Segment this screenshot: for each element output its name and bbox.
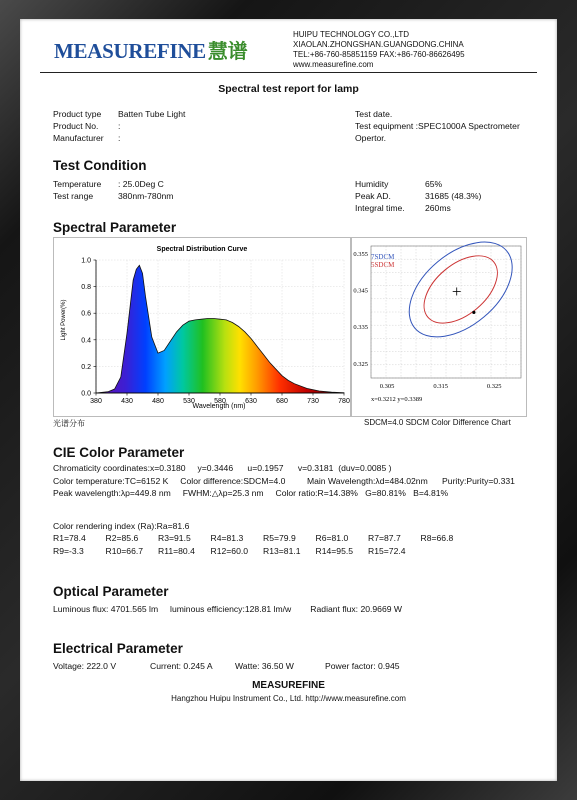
ri-value: R14=95.5: [315, 546, 354, 556]
spectral-y-axis-label: Light Power(%): [61, 299, 67, 341]
product-no-label: Product No.: [53, 121, 99, 131]
x-tick-label: 380: [90, 398, 102, 405]
logo-text-measure: MEASURE: [54, 39, 157, 63]
footer-company: Hangzhou Huipu Instrument Co., Ltd. http://www.measurefine.com: [171, 694, 406, 703]
ri-value: R11=80.4: [158, 546, 195, 556]
cie-title: CIE Color Parameter: [53, 445, 185, 460]
cie-color-temperature-line: Color temperature:TC=6152 K Color difference:SDCM=4.0 Main Wavelength:λd=484.02nm Purity:Purity=0.331: [53, 476, 515, 486]
test-date: Test date.: [355, 109, 393, 119]
product-type-label: Product type: [53, 109, 102, 119]
y-tick-label: 0.4: [81, 337, 91, 345]
sdcm-center-cross: [453, 287, 461, 295]
electrical-title: Electrical Parameter: [53, 641, 183, 656]
report-page: [20, 19, 557, 781]
company-website: www.measurefine.com: [293, 60, 374, 69]
y-tick-label: 1.0: [81, 257, 91, 265]
sdcm-chart-panel: [350, 237, 527, 417]
sdcm-x-ticks: [380, 383, 502, 390]
header-divider: [40, 72, 537, 73]
temperature-label: Temperature: [53, 179, 102, 189]
x-tick-label: 530: [183, 398, 195, 405]
sdcm-caption: SDCM=4.0 SDCM Color Difference Chart: [364, 418, 511, 427]
ri-value: R4=81.3: [210, 533, 244, 543]
optical-line: Luminous flux: 4701.565 lm luminous efficiency:128.81 lm/w Radiant flux: 20.9669 W: [53, 604, 403, 614]
voltage: Voltage: 222.0 V: [53, 661, 117, 671]
humidity-value: 65%: [425, 179, 443, 189]
spectral-x-axis-label: Wavelength (nm): [192, 403, 246, 410]
y-tick-label: 0.2: [81, 363, 91, 371]
company-name: HUIPU TECHNOLOGY CO.,LTD: [293, 30, 410, 39]
x-tick-label: 780: [338, 398, 350, 405]
x-tick-label: 430: [121, 398, 133, 405]
y-tick-label: 0.0: [81, 390, 91, 398]
y-tick-label: 0.325: [353, 360, 368, 368]
y-tick-label: 0.335: [353, 324, 368, 332]
product-no-value: :: [118, 121, 121, 131]
ri-value: R8=66.8: [420, 533, 454, 543]
ri-value: R12=60.0: [210, 546, 249, 556]
ri-value: R3=91.5: [158, 533, 191, 543]
sdcm-color-difference-chart: [351, 238, 526, 416]
sdcm-measured-point: [472, 311, 475, 314]
manufacturer-value: :: [118, 133, 121, 143]
cie-chromaticity-line: Chromaticity coordinates:x=0.3180 y=0.3446 u=0.1957 v=0.3181 (duv=0.0085 ): [53, 463, 392, 473]
optical-title: Optical Parameter: [53, 584, 169, 599]
x-tick-label: 0.315: [433, 383, 448, 390]
x-tick-label: 730: [307, 398, 319, 405]
y-tick-label: 0.6: [81, 310, 91, 318]
legend-5sdcm: 5SDCM: [371, 261, 395, 269]
ri-value: R6=81.0: [315, 533, 349, 543]
x-tick-label: 680: [276, 398, 288, 405]
spectral-parameter-title: Spectral Parameter: [53, 220, 177, 235]
company-phone: TEL:+86-760-85851159 FAX:+86-760-86626495: [293, 50, 465, 59]
humidity-label: Humidity: [355, 179, 389, 189]
x-tick-label: 630: [245, 398, 257, 405]
spectral-distribution-chart: [54, 238, 351, 416]
sdcm-y-ticks: [353, 251, 368, 368]
company-address: XIAOLAN.ZHONGSHAN.GUANGDONG.CHINA: [293, 40, 464, 49]
peak-ad-value: 31685 (48.3%): [425, 191, 482, 201]
ri-value: R5=79.9: [263, 533, 296, 543]
logo-text-chinese: 慧谱: [207, 41, 248, 63]
manufacturer-label: Manufacturer: [53, 133, 104, 143]
x-tick-label: 0.325: [486, 383, 502, 390]
product-type-value: Batten Tube Light: [118, 109, 186, 119]
current: Current: 0.245 A: [150, 661, 213, 671]
ri-value: R9=-3.3: [53, 546, 84, 556]
peak-ad-label: Peak AD.: [355, 191, 391, 201]
test-range-value: 380nm-780nm: [118, 191, 174, 201]
company-logo: [54, 35, 247, 64]
ri-value: R15=72.4: [368, 546, 406, 556]
footer-brand: MEASUREFINE: [252, 680, 325, 691]
y-tick-label: 0.345: [353, 287, 368, 295]
ri-value: R1=78.4: [53, 533, 86, 543]
y-tick-label: 0.8: [81, 284, 91, 292]
x-tick-label: 480: [152, 398, 164, 405]
sdcm-coordinate-readout: x=0.3212 y=0.3389: [371, 396, 423, 403]
test-equipment: Test equipment :SPEC1000A Spectrometer: [355, 121, 520, 131]
report-title: Spectral test report for lamp: [218, 83, 359, 95]
x-tick-label: 580: [214, 398, 226, 405]
logo-text-fine: FINE: [156, 39, 206, 63]
spectral-chart-title: Spectral Distribution Curve: [156, 246, 248, 253]
y-tick-label: 0.355: [353, 250, 368, 258]
operator: Opertor.: [355, 133, 387, 143]
ri-value: R13=81.1: [263, 546, 301, 556]
cie-peak-wavelength-line: Peak wavelength:λp=449.8 nm FWHM:△λp=25.3 nm Color ratio:R=14.38% G=80.81% B=4.81%: [53, 488, 449, 498]
spectral-chart-panel: [53, 237, 352, 417]
ri-value: R2=85.6: [105, 533, 139, 543]
watte: Watte: 36.50 W: [235, 661, 294, 671]
integral-time-value: 260ms: [425, 203, 451, 213]
ri-value: R7=87.7: [368, 533, 401, 543]
test-condition-title: Test Condition: [53, 158, 147, 173]
integral-time-label: Integral time.: [355, 203, 405, 213]
temperature-value: : 25.0Deg C: [118, 179, 164, 189]
sdcm-5-ellipse: [412, 243, 510, 337]
test-range-label: Test range: [53, 191, 94, 201]
spectral-y-ticks: [81, 258, 96, 398]
power-factor: Power factor: 0.945: [325, 661, 400, 671]
legend-7sdcm: 7SDCM: [371, 253, 395, 261]
spectral-caption-chinese: 光谱分布: [53, 419, 85, 428]
ri-value: R10=66.7: [105, 546, 144, 556]
color-rendering-index: Color rendering index (Ra):Ra=81.6: [53, 521, 190, 531]
x-tick-label: 0.305: [379, 383, 395, 390]
